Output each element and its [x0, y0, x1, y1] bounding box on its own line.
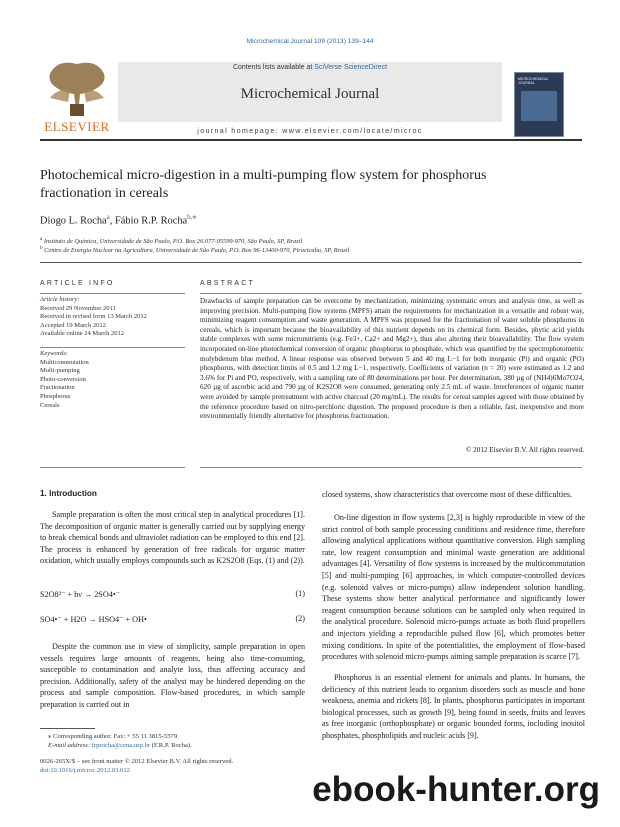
- author-name: Diogo L. Rocha: [40, 215, 107, 227]
- article-info-heading: ARTICLE INFO: [40, 280, 115, 287]
- affiliation-marker[interactable]: b,: [187, 213, 193, 221]
- keyword: Photo-conversion: [40, 375, 86, 383]
- elsevier-wordmark: ELSEVIER: [44, 119, 110, 134]
- author-list: [40, 212, 196, 226]
- author-name: Fábio R.P. Rocha: [114, 215, 188, 227]
- affiliation-text: Instituto de Química, Universidade de São Paulo, P.O. Box 26.077-05599-970, São Paulo, SP, Brazil: [43, 238, 303, 246]
- history-item: Available online 24 March 2012: [40, 330, 124, 338]
- email-label: E-mail address:: [48, 742, 92, 749]
- corresponding-star-icon[interactable]: ⁎: [192, 212, 197, 221]
- keyword: Phosphorus: [40, 392, 71, 400]
- affiliation-text: Centro de Energia Nuclear na Agricultura, Universidade de São Paulo, P.O. Box 96-13400-970, Piracicaba, SP, Brazil: [44, 247, 350, 255]
- corresponding-author: ⁎ Corresponding author. Fax: + 55 11 3815-5579.: [48, 733, 179, 740]
- affiliation-label: a: [40, 237, 43, 242]
- email-suffix: (F.R.P. Rocha).: [150, 742, 192, 749]
- header-rule: [40, 139, 582, 141]
- equation-number: (2): [295, 614, 305, 623]
- email-link[interactable]: frprocha@cena.usp.br: [91, 742, 151, 749]
- issn-line: 0026-265X/$ – see front matter © 2012 Elsevier B.V. All rights reserved.: [40, 758, 234, 765]
- intro-paragraph: Phosphorus is an essential element for animals and plants. In humans, the deficiency of this nutrient leads to organism disorders such as muscle and bone weakness, anemia and rickets [8]. In plants, phosphorus participates in important biological processes, such as growth [9], being found in seeds, fruits and leaves as free inorganic (orthophosphate) or organic bounded forms, including inositol phosphates, phospholipids and nucleic acids [9].: [322, 673, 585, 740]
- article-info-rule: [40, 293, 185, 294]
- intro-paragraph: closed systems, show characteristics that overcome most of these difficulties.: [322, 490, 573, 499]
- journal-title: Microchemical Journal: [240, 86, 380, 102]
- article-history: [40, 296, 190, 339]
- doi-link[interactable]: doi:10.1016/j.microc.2012.03.012: [40, 767, 130, 774]
- history-item: Accepted 19 March 2012: [40, 321, 106, 329]
- contents-prefix: Contents lists available at: [232, 64, 315, 71]
- equation-2: [40, 614, 305, 624]
- abstract-rule: [200, 293, 582, 294]
- keywords-label: Keywords:: [40, 350, 68, 357]
- intro-paragraph: Despite the common use in view of simplicity, sample preparation in open vessels requires large amounts of reagents, being also time-consuming, susceptible to contamination and analyte loss, thus affecting accuracy and precision. Additionally, safety of the analyst may be hindered depending on the process and sample composition. Flow-based procedures, in which sample preparation is carried out in: [40, 642, 305, 709]
- section-heading: 1. Introduction: [40, 489, 97, 498]
- email-line: [48, 741, 308, 750]
- elsevier-tree-icon: [40, 58, 114, 118]
- author-separator: ,: [109, 215, 115, 227]
- copyright-notice: © 2012 Elsevier B.V. All rights reserved.: [465, 446, 584, 454]
- affiliation-label: b: [40, 246, 43, 251]
- keywords: [40, 350, 190, 410]
- intro-paragraph: On-line digestion in flow systems [2,3] is highly reproducible in view of the strict control of both sample processing conditions and residence time, therefore allowing analytical applications without quantitative conversion. High sampling rate, low reagent consumption and minimal waste generation are additional advantages [4]. Versatility of flow systems is increased by the multicommutation [5] and multi-pumping [6] approaches, in which computer-controlled devices (e.g. solenoid valves or micro-pumps) allow independent solution handling. These systems show better analytical performance and significantly lower reagent consumption because solutions can be sampled only when required in the analytical procedure. Solenoid micro-pumps actuate as both fluid propellers and injectors yielding a reproducible pulsed flow [6], which promotes better mixing conditions. In spite of the potentialities, the employment of flow-based procedures with solenoid micro-pumps aiming sample preparation is scarce [7].: [322, 513, 585, 662]
- keyword: Multi-pumping: [40, 367, 80, 375]
- journal-reference[interactable]: Microchemical Journal 109 (2013) 139–144: [246, 38, 374, 45]
- keyword: Fractionation: [40, 384, 75, 392]
- equation-1: [40, 589, 305, 599]
- history-item: Received in revised form 13 March 2012: [40, 313, 147, 321]
- equation-text: S2O8²⁻ + hν → 2SO4•⁻: [40, 590, 121, 599]
- footnote: [48, 732, 308, 750]
- cover-image: [521, 91, 557, 121]
- equation-number: (1): [295, 589, 305, 598]
- intro-paragraph: Sample preparation is often the most critical step in analytical procedures [1]. The decomposition of organic matter is generally carried out by supplying energy to break chemical bonds and ultraviolet radiation can be employed to this end [2]. The process is enhanced by generation of free radicals for organic matter oxidation, which usually employs compounds such as K2S2O8 (Eqs. (1) and (2)).: [40, 510, 305, 566]
- article-title: Photochemical micro-digestion in a multi-pumping flow system for phosphorus fractionation in cereals: [40, 168, 487, 201]
- history-item: Received 29 November 2011: [40, 304, 116, 312]
- history-label: Article history:: [40, 296, 80, 303]
- abstract-bottom-rule: [200, 467, 582, 468]
- affiliation-b: [40, 245, 580, 256]
- equation-text: SO4•⁻ + H2O → HSO4⁻ + OH•: [40, 615, 147, 624]
- abstract-text: Drawbacks of sample preparation can be overcome by mechanization, minimizing systematic errors and analysis time, as well as improving precision. Multi-pumping flow systems (MPFS) attain the requirements for mechanization in a versatile and robust way, minimizing reagent consumption and waste generation. A MPFS was proposed for the fractionation of water soluble phosphorus in cereals, which is important because the bioavailability of this nutrient depends on its chemical form. Besides, phytic acid yields stable complexes with some micronutrients (e.g. Fe3+, Ca2+ and Mg2+), thus also altering their bioavailability. The flow system incorporated on-line photochemical conversion of organic phosphorus to phosphate, which was quantified by the spectrophotometric molybdenum blue method. A linear response was observed between 5 and 40 mg L−1 for both inorganic (Pi) and organic (PO) phosphorus, with detection limits of 0.5 and 1.2 mg L−1, respectively. Coefficients of variation (n = 20) were estimated as 1.2 and 3.6% for Pi and PO, respectively, with a sampling rate of 80 determinations per hour. Per determination, 380 µg of (NH4)6Mo7O24, 620 µg of ascorbic acid and 790 µg of K2S2O8 were consumed, generating only 2.5 mL of waste. Interferences of organic matter were avoided by sample pretreatment with active charcoal (20 mg/mL). The results for cereal samples agreed with those obtained by the reference procedure based on nitro-perchloric digestion. The proposed procedure is then a reliable, fast, inexpensive and more environmentally friendly alternative for phosphorus fractionation.: [200, 297, 584, 421]
- affiliation-marker[interactable]: a: [106, 213, 110, 221]
- contents-line: [118, 64, 502, 71]
- keyword: Multicommutation: [40, 358, 89, 366]
- info-bottom-rule: [40, 467, 185, 468]
- elsevier-logo: [40, 58, 114, 134]
- keyword: Cereals: [40, 401, 60, 409]
- journal-cover: [514, 72, 564, 137]
- affiliation-rule: [40, 262, 582, 263]
- sciencedirect-link[interactable]: SciVerse ScienceDirect: [314, 64, 388, 71]
- cover-title: MICROCHEMICAL JOURNAL: [518, 77, 549, 86]
- abstract-heading: ABSTRACT: [200, 280, 255, 287]
- history-rule: [40, 347, 185, 348]
- watermark: ebook-hunter.org: [312, 770, 600, 809]
- journal-homepage[interactable]: journal homepage: www.elsevier.com/locate/microc: [197, 126, 423, 135]
- footnote-rule: [40, 728, 95, 729]
